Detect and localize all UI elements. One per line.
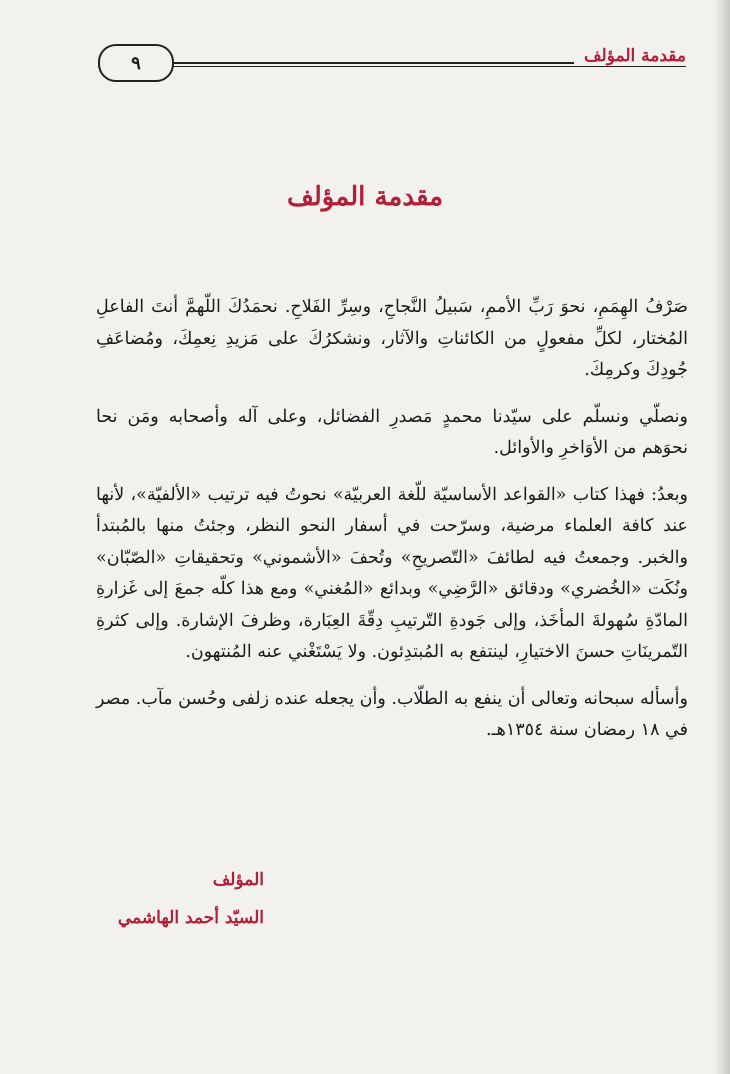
body-text — [96, 292, 688, 762]
paragraph: وأسأله سبحانه وتعالى أن ينفع به الطلّاب. وأن يجعله عنده زلفى وحُسن مآب. مصر في ١٨ رمضان سنة ١٣٥٤هـ. — [96, 688, 688, 740]
running-title: مقدمة المؤلف — [574, 46, 686, 66]
paragraph: وبعدُ: فهذا كتاب «القواعد الأساسيّة للّغة العربيّة» نحوتُ فيه ترتيب «الألفيّة»، لأنها عند كافة العلماء مرضية، وسرّحت في أسفار النحو النظر، وجئتُ منها بالمُبتدأ والخبر. وجمعتُ فيه لطائفَ «التّصريحِ» وتُحفَ «الأشموني» وتحقيقاتِ «الصّبّان» ونُكَت «الخُضري» ودقائق «الرَّضِي» وبدائع «المُغني» ومع هذا كلّه جمعَ إلى غَزارةِ المادّةِ سُهولةَ المأخَذ، وإلى جَودةِ التّرتيبِ دِقّةَ العِبَارة، وظرفَ الإشارة. وإلى كثرةِ التّمرينَاتِ حسنَ الاختيارِ، لينتفع به المُبتدِئون. ولا يَسْتَغْني عنه المُنتهون. — [96, 484, 688, 662]
paragraph: ونصلّي ونسلّم على سيّدنا محمدٍ مَصدرِ الفضائل، وعلى آله وأصحابه ومَن نحا نحوَهم من الأوَاخرِ والأوائل. — [96, 406, 688, 458]
page-header — [98, 42, 686, 80]
author-name: السيّد أحمد الهاشمي — [117, 908, 264, 928]
paragraph: صَرْفُ الهِمَمِ، نحوَ رَبِّ الأممِ، سَبيلُ النَّجاحِ، وسِرِّ الفَلاحِ. نحمَدُكَ اللّهمَّ أنتَ الفاعلِ المُختار، لكلِّ مفعولٍ من الكائناتِ والآثار، ونشكرُكَ على مَزيدِ نِعمِكَ، ومُضاعَفِ جُودِكَ وكرمِكَ. — [96, 297, 688, 380]
chapter-title: مقدمة المؤلف — [286, 182, 444, 212]
author-signature — [118, 870, 264, 928]
page-edge-shadow — [714, 0, 730, 1074]
signature-label: المؤلف — [212, 870, 264, 890]
page-number: ٩ — [98, 44, 174, 82]
